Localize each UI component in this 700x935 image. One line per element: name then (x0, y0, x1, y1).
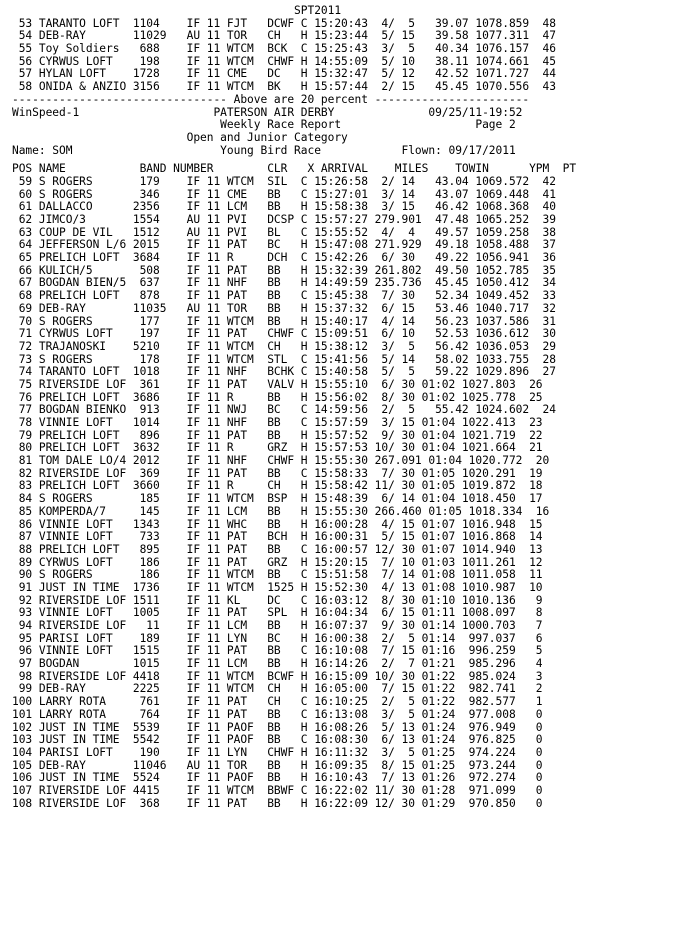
result-row: 74 TARANTO LOFT 1018 IF 11 NHF BCHK C 15:40:58 5/ 5 59.22 1029.896 27 (12, 364, 556, 379)
result-row: 75 RIVERSIDE LOF 361 IF 11 PAT VALV H 15:55:10 6/ 30 01:02 1027.803 26 (12, 376, 543, 391)
result-row: 60 S ROGERS 346 IF 11 CME BB C 15:27:01 3/ 14 43.07 1069.448 41 (12, 186, 556, 201)
result-row: 64 JEFFERSON L/6 2015 IF 11 PAT BC H 15:47:08 271.929 49.18 1058.488 37 (12, 237, 556, 252)
result-row: 57 HYLAN LOFT 1728 IF 11 CME DC H 15:32:47 5/ 12 42.52 1071.727 44 (12, 66, 556, 81)
result-row: 62 JIMCO/3 1554 AU 11 PVI DCSP C 15:57:27 279.901 47.48 1065.252 39 (12, 212, 556, 226)
percent-divider: -------------------------------- Above are 20 percent ----------------------- (12, 91, 530, 106)
result-row: 67 BOGDAN BIEN/5 637 IF 11 NHF BB H 14:49:59 235.736 45.45 1050.412 34 (12, 275, 556, 290)
result-row: 70 S ROGERS 177 IF 11 WTCM BB H 15:40:17 4/ 14 56.23 1037.586 31 (12, 313, 556, 328)
result-row: 63 COUP DE VIL 1512 AU 11 PVI BL C 15:55:52 4/ 4 49.57 1059.258 38 (12, 224, 556, 239)
report-header (12, 106, 698, 157)
result-row: 102 JUST IN TIME 5539 IF 11 PAOF BB H 16:08:26 5/ 13 01:24 976.949 0 (12, 719, 543, 734)
result-row: 84 S ROGERS 185 IF 11 WTCM BSP H 15:48:39 6/ 14 01:04 1018.450 17 (12, 491, 543, 506)
result-row: 90 S ROGERS 186 IF 11 WTCM BB C 15:51:58 7/ 14 01:08 1011.058 11 (12, 567, 543, 582)
result-row: 56 CYRWUS LOFT 198 IF 11 WTCM CHWF H 14:55:09 5/ 10 38.11 1074.661 45 (12, 53, 556, 68)
report-header-line: Weekly Race Report Page 2 (12, 117, 516, 132)
result-row: 80 PRELICH LOFT 3632 IF 11 R GRZ H 15:57:53 10/ 30 01:04 1021.664 21 (12, 440, 543, 455)
result-row: 81 TOM DALE LO/4 2012 IF 11 NHF CHWF H 15:55:30 267.091 01:04 1020.772 20 (12, 453, 550, 468)
result-row: 97 BOGDAN 1015 IF 11 LCM BB H 16:14:26 2/ 7 01:21 985.296 4 (12, 656, 543, 671)
result-row: 95 PARISI LOFT 189 IF 11 LYN BC H 16:00:38 2/ 5 01:14 997.037 6 (12, 630, 543, 645)
results-table (12, 175, 698, 809)
result-row: 87 VINNIE LOFT 733 IF 11 PAT BCH H 16:00:31 5/ 15 01:07 1016.868 14 (12, 529, 543, 544)
report-top-title: SPT2011 (12, 3, 342, 17)
result-row: 91 JUST IN TIME 1736 IF 11 WTCM 1525 H 15:52:30 4/ 13 01:08 1010.987 10 (12, 579, 543, 594)
result-row: 106 JUST IN TIME 5524 IF 11 PAOF BB H 16:10:43 7/ 13 01:26 972.274 0 (12, 770, 543, 785)
previous-page-results (12, 17, 698, 93)
result-row: 78 VINNIE LOFT 1014 IF 11 NHF BB C 15:57:59 3/ 15 01:04 1022.413 23 (12, 415, 543, 429)
report-header-line: WinSpeed-1 PATERSON AIR DERBY 09/25/11-19:52 (12, 104, 523, 119)
result-row: 85 KOMPERDA/7 145 IF 11 LCM BB H 15:55:30 266.460 01:05 1018.334 16 (12, 503, 550, 518)
result-row: 61 DALLACCO 2356 IF 11 LCM BB H 15:58:38 3/ 15 46.42 1068.368 40 (12, 199, 556, 214)
result-row: 59 S ROGERS 179 IF 11 WTCM SIL C 15:26:58 2/ 14 43.04 1069.572 42 (12, 173, 556, 188)
result-row: 103 JUST IN TIME 5542 IF 11 PAOF BB C 16:08:30 6/ 13 01:24 976.825 0 (12, 732, 543, 747)
result-row: 100 LARRY ROTA 761 IF 11 PAT CH C 16:10:25 2/ 5 01:22 982.577 1 (12, 694, 543, 709)
result-row: 55 Toy Soldiers 688 IF 11 WTCM BCK C 15:25:43 3/ 5 40.34 1076.157 46 (12, 41, 556, 56)
result-row: 108 RIVERSIDE LOF 368 IF 11 PAT BB H 16:22:09 12/ 30 01:29 970.850 0 (12, 795, 543, 810)
result-row: 71 CYRWUS LOFT 197 IF 11 PAT CHWF C 15:09:51 6/ 10 52.53 1036.612 30 (12, 326, 556, 341)
result-row: 92 RIVERSIDE LOF 1511 IF 11 KL DC C 16:03:12 8/ 30 01:10 1010.136 9 (12, 592, 543, 607)
result-row: 66 KULICH/5 508 IF 11 PAT BB H 15:32:39 261.802 49.50 1052.785 35 (12, 262, 556, 277)
result-row: 72 TRAJANOSKI 5210 IF 11 WTCM CH H 15:38:12 3/ 5 56.42 1036.053 29 (12, 338, 556, 353)
result-row: 82 RIVERSIDE LOF 369 IF 11 PAT BB C 15:58:33 7/ 30 01:05 1020.291 19 (12, 465, 543, 480)
result-row: 73 S ROGERS 178 IF 11 WTCM STL C 15:41:56 5/ 14 58.02 1033.755 28 (12, 351, 556, 366)
report-header-line: Open and Junior Category (12, 129, 348, 144)
result-row: 77 BOGDAN BIENKO 913 IF 11 NWJ BC C 14:59:56 2/ 5 55.42 1024.602 24 (12, 402, 556, 417)
race-report-page (12, 4, 698, 809)
result-row: 101 LARRY ROTA 764 IF 11 PAT BB C 16:13:08 3/ 5 01:24 977.008 0 (12, 706, 543, 721)
result-row: 89 CYRWUS LOFT 186 IF 11 PAT GRZ H 15:20:15 7/ 10 01:03 1011.261 12 (12, 554, 543, 569)
result-row: 104 PARISI LOFT 190 IF 11 LYN CHWF H 16:11:32 3/ 5 01:25 974.224 0 (12, 744, 543, 759)
result-row: 98 RIVERSIDE LOF 4418 IF 11 WTCM BCWF H 16:15:09 10/ 30 01:22 985.024 3 (12, 668, 543, 683)
result-row: 53 TARANTO LOFT 1104 IF 11 FJT DCWF C 15:20:43 4/ 5 39.07 1078.859 48 (12, 15, 556, 30)
result-row: 76 PRELICH LOFT 3686 IF 11 R BB H 15:56:02 8/ 30 01:02 1025.778 25 (12, 389, 543, 404)
result-row: 69 DEB-RAY 11035 AU 11 TOR BB H 15:37:32 6/ 15 53.46 1040.717 32 (12, 300, 556, 315)
result-row: 68 PRELICH LOFT 878 IF 11 PAT BB C 15:45:38 7/ 30 52.34 1049.452 33 (12, 288, 556, 303)
result-row: 86 VINNIE LOFT 1343 IF 11 WHC BB H 16:00:28 4/ 15 01:07 1016.948 15 (12, 516, 543, 531)
result-row: 99 DEB-RAY 2225 IF 11 WTCM CH H 16:05:00 7/ 15 01:22 982.741 2 (12, 681, 543, 696)
result-row: 94 RIVERSIDE LOF 11 IF 11 LCM BB H 16:07:37 9/ 30 01:14 1000.703 7 (12, 618, 543, 632)
column-header: POS NAME BAND NUMBER CLR X ARRIVAL MILES TOWIN YPM PT (12, 161, 577, 176)
report-header-line: Name: SOM Young Bird Race Flown: 09/17/2011 (12, 142, 516, 157)
result-row: 58 ONIDA & ANZIO 3156 IF 11 WTCM BK H 15:57:44 2/ 15 45.45 1070.556 43 (12, 79, 556, 94)
result-row: 107 RIVERSIDE LOF 4415 IF 11 WTCM BBWF C 16:22:02 11/ 30 01:28 971.099 0 (12, 782, 543, 797)
result-row: 79 PRELICH LOFT 896 IF 11 PAT BB H 15:57:52 9/ 30 01:04 1021.719 22 (12, 427, 543, 442)
result-row: 105 DEB-RAY 11046 AU 11 TOR BB H 16:09:35 8/ 15 01:25 973.244 0 (12, 757, 543, 772)
result-row: 96 VINNIE LOFT 1515 IF 11 PAT BB C 16:10:08 7/ 15 01:16 996.259 5 (12, 643, 543, 658)
result-row: 65 PRELICH LOFT 3684 IF 11 R DCH C 15:42:26 6/ 30 49.22 1056.941 36 (12, 250, 556, 265)
result-row: 88 PRELICH LOFT 895 IF 11 PAT BB C 16:00:57 12/ 30 01:07 1014.940 13 (12, 541, 543, 556)
result-row: 54 DEB-RAY 11029 AU 11 TOR CH H 15:23:44 5/ 15 39.58 1077.311 47 (12, 28, 556, 43)
result-row: 93 VINNIE LOFT 1005 IF 11 PAT SPL H 16:04:34 6/ 15 01:11 1008.097 8 (12, 605, 543, 620)
result-row: 83 PRELICH LOFT 3660 IF 11 R CH H 15:58:42 11/ 30 01:05 1019.872 18 (12, 478, 543, 493)
